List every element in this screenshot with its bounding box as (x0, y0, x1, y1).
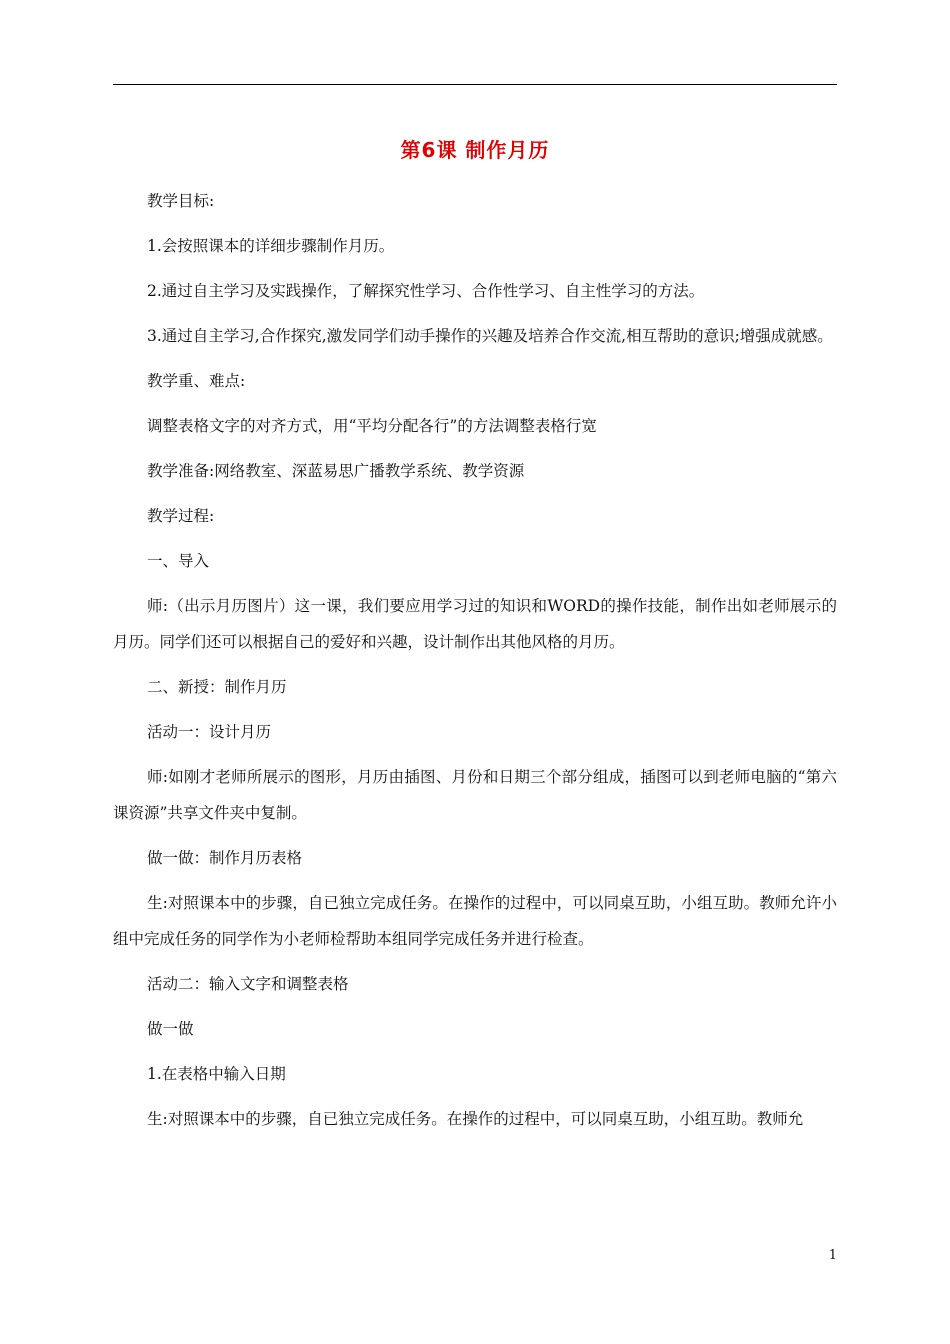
paragraph-teacher-design: 师:如刚才老师所展示的图形，月历由插图、月份和日期三个部分组成，插图可以到老师电脑的“第六课资源”共享文件夹中复制。 (113, 768, 837, 822)
paragraph-key-points: 调整表格文字的对齐方式，用“平均分配各行”的方法调整表格行宽 (147, 417, 597, 435)
paragraph-section-new: 二、新授：制作月历 (147, 678, 287, 696)
paragraph-student-task-2: 生:对照课本中的步骤，自已独立完成任务。在操作的过程中，可以同桌互助，小组互助。教师允 (147, 1110, 804, 1128)
paragraph-do-it: 做一做 (147, 1020, 194, 1038)
paragraph-activity-2: 活动二：输入文字和调整表格 (147, 975, 349, 993)
document-title: 第6课 制作月历 (400, 138, 550, 162)
paragraph-step-1: 1.在表格中输入日期 (147, 1065, 286, 1083)
paragraph-objective-2: 2.通过自主学习及实践操作，了解探究性学习、合作性学习、自主性学习的方法。 (147, 282, 705, 300)
paragraph-preparation: 教学准备:网络教室、深蓝易思广播教学系统、教学资源 (147, 462, 525, 480)
header-rule (113, 84, 837, 85)
paragraph-activity-1: 活动一：设计月历 (147, 723, 272, 741)
paragraph-objective-1: 1.会按照课本的详细步骤制作月历。 (147, 237, 395, 255)
page-number: 1 (828, 1248, 837, 1263)
paragraph-section-intro: 一、导入 (147, 552, 210, 570)
paragraph-student-task-1: 生:对照课本中的步骤，自已独立完成任务。在操作的过程中，可以同桌互助，小组互助。教师允许小组中完成任务的同学作为小老师检帮助本组同学完成任务并进行检查。 (113, 894, 837, 948)
paragraph-key-points-heading: 教学重、难点: (147, 372, 246, 390)
paragraph-do-table: 做一做：制作月历表格 (147, 849, 303, 867)
paragraph-process-heading: 教学过程: (147, 507, 215, 525)
document-body (113, 183, 837, 1146)
paragraph-teacher-intro: 师:（出示月历图片）这一课，我们要应用学习过的知识和WORD的操作技能，制作出如老师展示的月历。同学们还可以根据自己的爱好和兴趣，设计制作出其他风格的月历。 (113, 597, 837, 651)
paragraph-objective-3: 3.通过自主学习,合作探究,激发同学们动手操作的兴趣及培养合作交流,相互帮助的意识;增强成就感。 (147, 327, 833, 345)
paragraph-objectives-heading: 教学目标: (147, 192, 215, 210)
